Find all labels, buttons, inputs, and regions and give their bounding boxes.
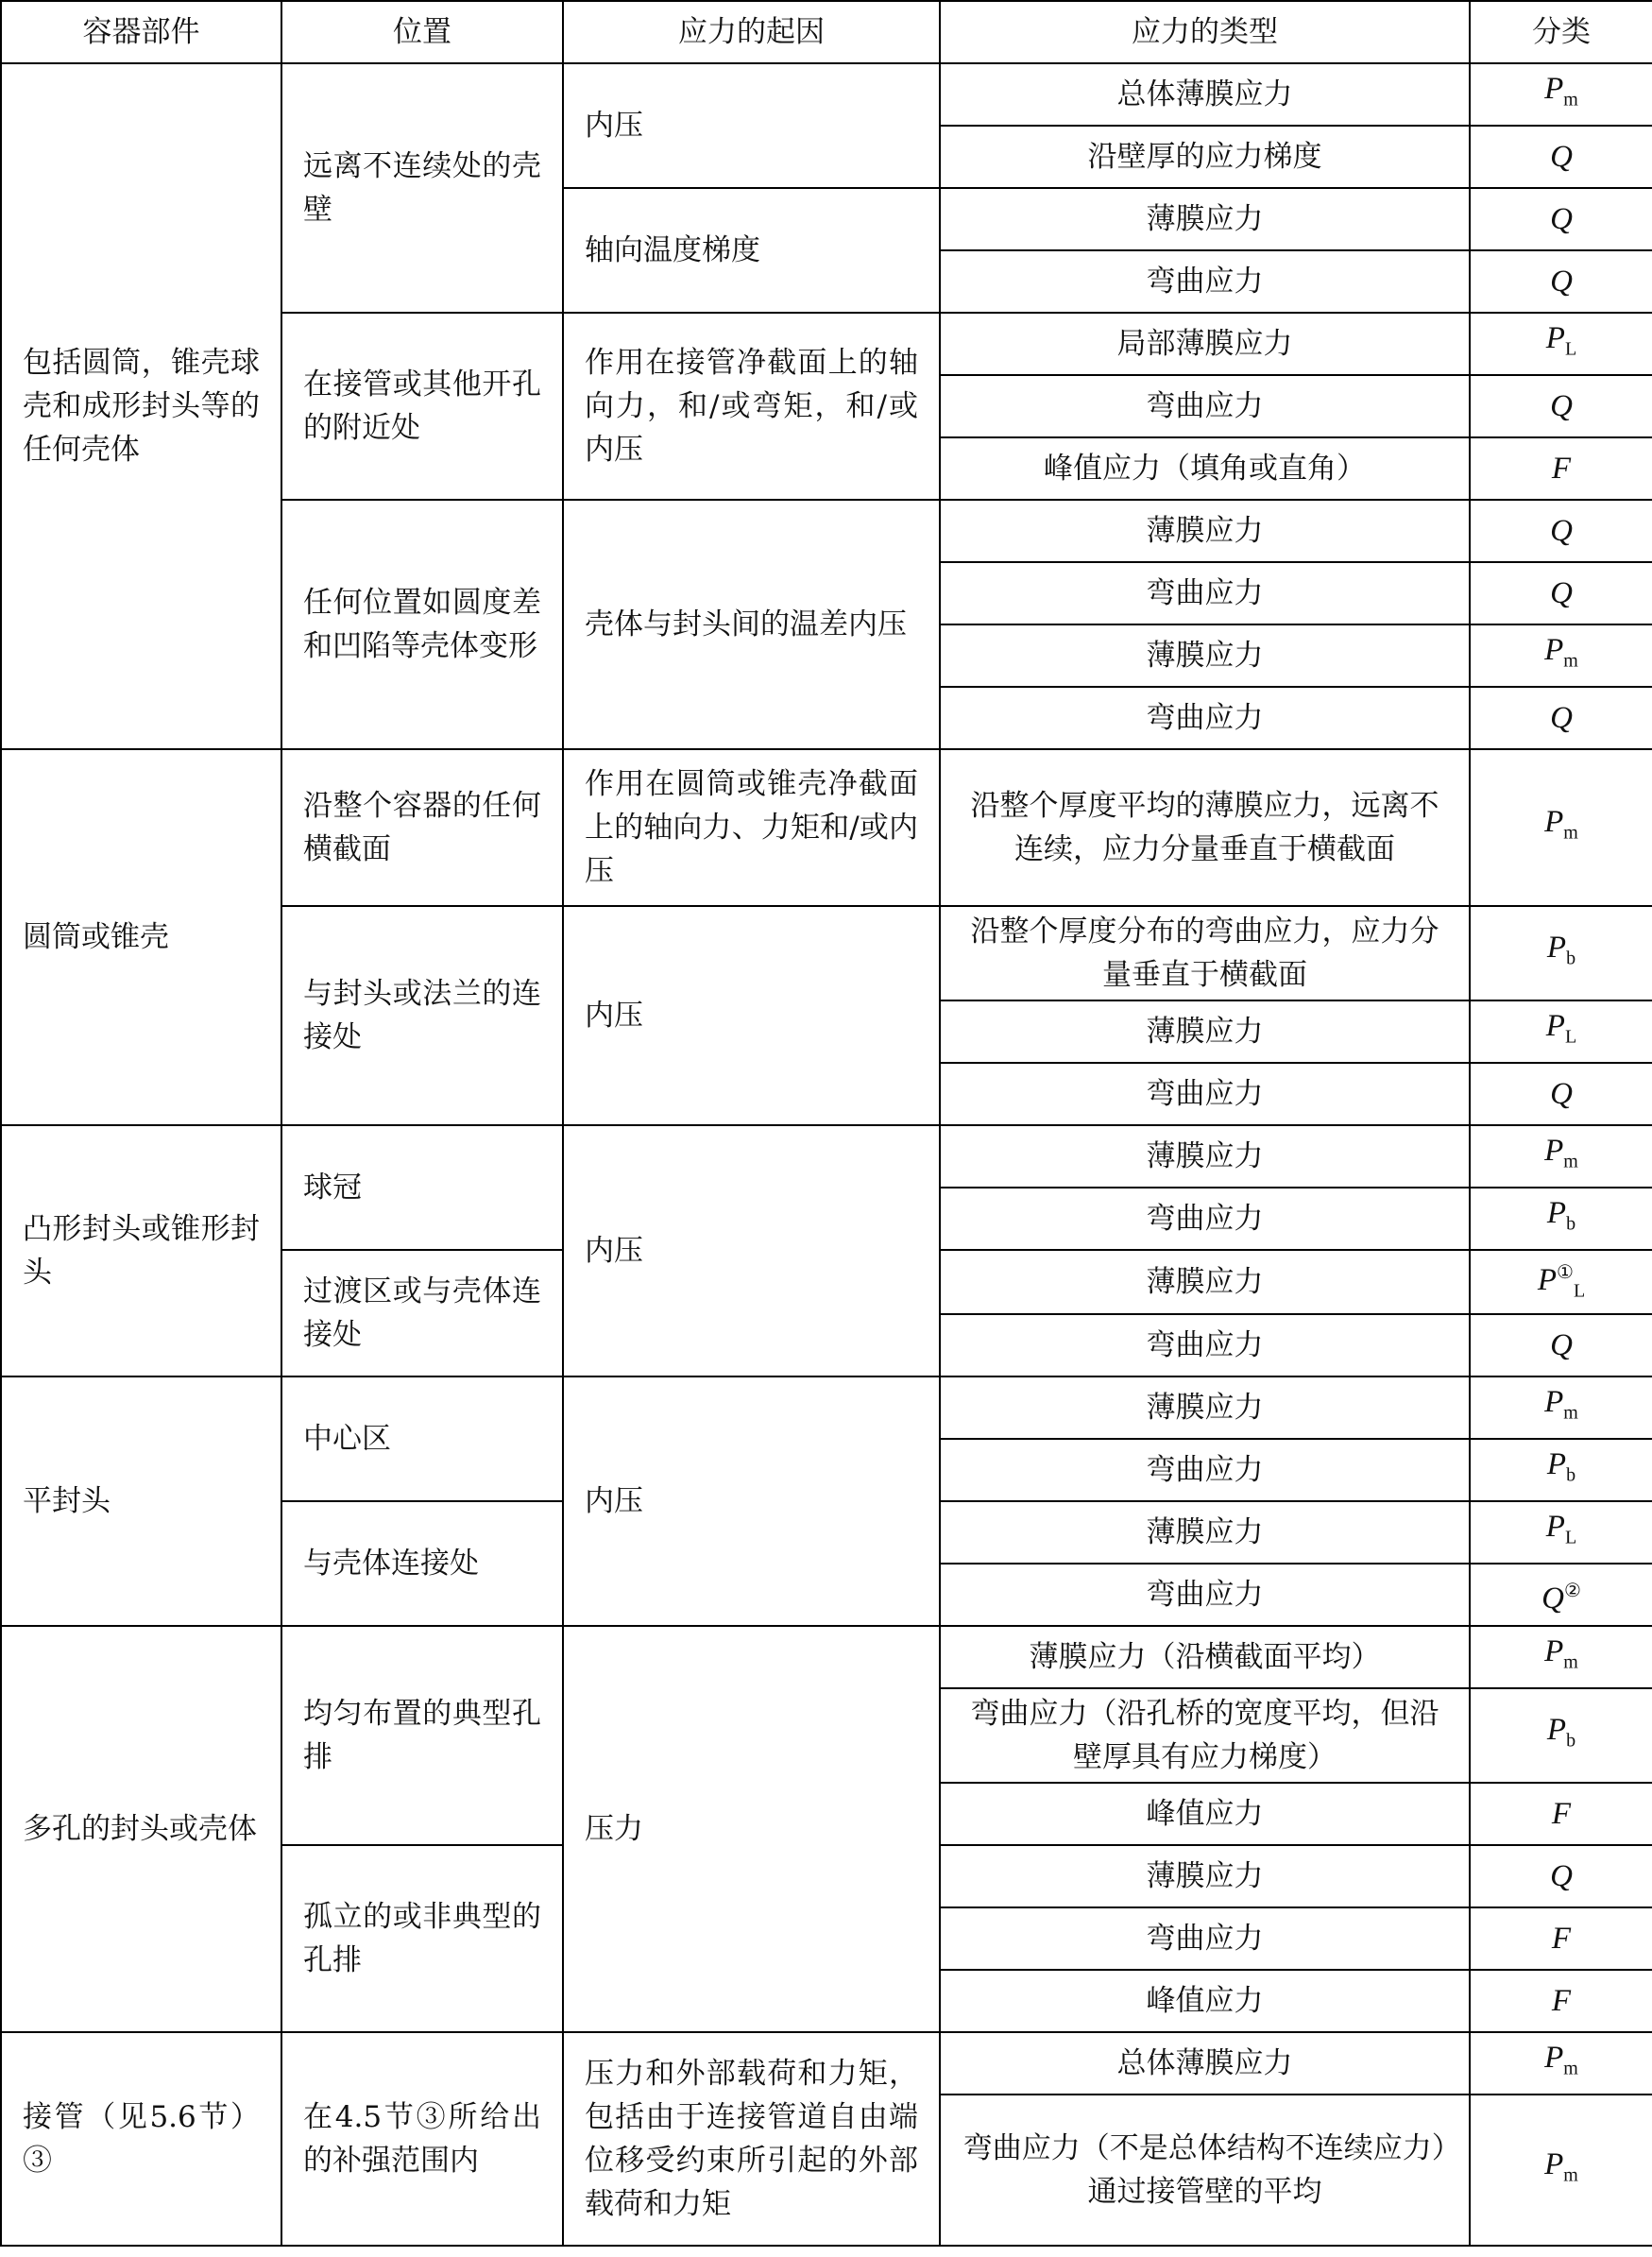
location-cell: 在4.5节③所给出的补强范围内	[281, 2032, 563, 2246]
classification	[1470, 1688, 1652, 1783]
location-cell: 远离不连续处的壳壁	[281, 63, 563, 313]
classification: Q	[1470, 375, 1652, 437]
class-letter: P	[1544, 1384, 1564, 1419]
class-subscript: L	[1564, 338, 1577, 360]
class-letter: P	[1545, 1009, 1565, 1044]
location-cell: 任何位置如圆度差和凹陷等壳体变形	[281, 500, 563, 749]
class-letter: P	[1544, 805, 1564, 840]
class-letter: P	[1544, 1134, 1564, 1169]
class-subscript: m	[1563, 1402, 1578, 1424]
cause-cell: 压力	[563, 1626, 940, 2032]
stress-type: 弯曲应力	[940, 375, 1470, 437]
stress-type: 薄膜应力	[940, 1250, 1470, 1314]
cause-cell: 轴向温度梯度	[563, 188, 940, 313]
stress-type: 薄膜应力	[940, 1000, 1470, 1063]
classification: Q	[1470, 188, 1652, 250]
class-letter: P	[1545, 321, 1565, 356]
class-subscript: m	[1563, 1651, 1578, 1673]
stress-type: 薄膜应力	[940, 500, 1470, 562]
classification	[1470, 749, 1652, 906]
part-cell: 接管（见5.6节）③	[1, 2032, 281, 2246]
stress-type: 弯曲应力	[940, 687, 1470, 749]
header-cell: 位置	[281, 1, 563, 63]
class-letter: P	[1546, 1196, 1567, 1231]
class-subscript: b	[1566, 1730, 1576, 1752]
stress-type: 弯曲应力（沿孔桥的宽度平均，但沿壁厚具有应力梯度）	[940, 1688, 1470, 1783]
classification: Q	[1470, 126, 1652, 188]
header-row	[1, 1, 1652, 63]
classification	[1470, 1626, 1652, 1688]
class-letter: P	[1546, 931, 1567, 966]
part-cell: 多孔的封头或壳体	[1, 1626, 281, 2032]
class-footnote: ②	[1563, 1580, 1581, 1601]
class-subscript: m	[1563, 822, 1578, 844]
cause-cell: 内压	[563, 906, 940, 1125]
class-subscript: m	[1563, 2058, 1578, 2079]
part-cell: 圆筒或锥壳	[1, 749, 281, 1125]
class-letter: P	[1544, 1633, 1564, 1668]
classification: Q	[1470, 1063, 1652, 1125]
class-footnote: ①	[1557, 1262, 1574, 1283]
stress-type: 峰值应力	[940, 1970, 1470, 2032]
location-cell: 过渡区或与壳体连接处	[281, 1250, 563, 1376]
classification: Q	[1470, 500, 1652, 562]
stress-type: 弯曲应力	[940, 1063, 1470, 1125]
location-cell: 与壳体连接处	[281, 1501, 563, 1626]
classification	[1470, 1501, 1652, 1564]
class-subscript: L	[1573, 1280, 1586, 1302]
cause-cell: 压力和外部载荷和力矩，包括由于连接管道自由端位移受约束所引起的外部载荷和力矩	[563, 2032, 940, 2246]
stress-type: 总体薄膜应力	[940, 2032, 1470, 2095]
stress-type: 弯曲应力	[940, 1564, 1470, 1626]
class-subscript: m	[1563, 650, 1578, 672]
stress-type: 总体薄膜应力	[940, 63, 1470, 126]
class-subscript: L	[1564, 1527, 1577, 1548]
location-cell: 均匀布置的典型孔排	[281, 1626, 563, 1845]
class-letter: P	[1546, 1712, 1567, 1747]
stress-type: 薄膜应力	[940, 188, 1470, 250]
classification: Q	[1470, 562, 1652, 624]
class-letter: P	[1545, 1509, 1565, 1544]
class-subscript: b	[1566, 948, 1576, 969]
cause-cell: 作用在圆筒或锥壳净截面上的轴向力、力矩和/或内压	[563, 749, 940, 906]
classification	[1470, 906, 1652, 1000]
stress-type: 弯曲应力	[940, 1907, 1470, 1970]
classification: Q	[1470, 687, 1652, 749]
stress-type: 薄膜应力	[940, 1845, 1470, 1907]
class-letter: P	[1544, 72, 1564, 107]
header-cell: 分类	[1470, 1, 1652, 63]
header-cell: 容器部件	[1, 1, 281, 63]
classification	[1470, 63, 1652, 126]
stress-type: 弯曲应力（不是总体结构不连续应力）通过接管壁的平均	[940, 2095, 1470, 2246]
class-letter: P	[1546, 1446, 1567, 1481]
classification: F	[1470, 437, 1652, 500]
class-subscript: b	[1566, 1464, 1576, 1486]
classification: F	[1470, 1970, 1652, 2032]
class-letter: Q	[1541, 1581, 1564, 1616]
stress-type: 沿壁厚的应力梯度	[940, 126, 1470, 188]
class-subscript: m	[1563, 1151, 1578, 1172]
stress-type: 薄膜应力	[940, 1125, 1470, 1188]
classification: Q	[1470, 1314, 1652, 1376]
header-cell: 应力的类型	[940, 1, 1470, 63]
stress-type: 局部薄膜应力	[940, 313, 1470, 375]
stress-type: 弯曲应力	[940, 1314, 1470, 1376]
stress-type: 弯曲应力	[940, 250, 1470, 313]
stress-type: 薄膜应力	[940, 1376, 1470, 1439]
classification	[1470, 1564, 1652, 1626]
classification	[1470, 1188, 1652, 1250]
classification: F	[1470, 1783, 1652, 1845]
header-cell: 应力的起因	[563, 1, 940, 63]
classification: F	[1470, 1907, 1652, 1970]
stress-type: 沿整个厚度平均的薄膜应力，远离不连续，应力分量垂直于横截面	[940, 749, 1470, 906]
stress-type: 沿整个厚度分布的弯曲应力，应力分量垂直于横截面	[940, 906, 1470, 1000]
class-subscript: m	[1563, 2164, 1578, 2186]
classification	[1470, 313, 1652, 375]
stress-type: 薄膜应力	[940, 624, 1470, 687]
cause-cell: 壳体与封头间的温差内压	[563, 500, 940, 749]
stress-type: 峰值应力	[940, 1783, 1470, 1845]
stress-type: 薄膜应力（沿横截面平均）	[940, 1626, 1470, 1688]
part-cell: 平封头	[1, 1376, 281, 1626]
classification	[1470, 2032, 1652, 2095]
class-subscript: b	[1566, 1213, 1576, 1235]
classification	[1470, 1250, 1652, 1314]
class-subscript: L	[1564, 1026, 1577, 1048]
part-cell: 凸形封头或锥形封头	[1, 1125, 281, 1376]
cause-cell: 内压	[563, 1376, 940, 1626]
class-letter: P	[1544, 633, 1564, 668]
location-cell: 孤立的或非典型的孔排	[281, 1845, 563, 2032]
classification	[1470, 1125, 1652, 1188]
class-subscript: m	[1563, 89, 1578, 111]
location-cell: 球冠	[281, 1125, 563, 1250]
location-cell: 沿整个容器的任何横截面	[281, 749, 563, 906]
class-letter: P	[1544, 2040, 1564, 2075]
stress-type: 薄膜应力	[940, 1501, 1470, 1564]
cause-cell: 内压	[563, 1125, 940, 1376]
classification: Q	[1470, 1845, 1652, 1907]
classification	[1470, 624, 1652, 687]
stress-type: 弯曲应力	[940, 1439, 1470, 1501]
location-cell: 与封头或法兰的连接处	[281, 906, 563, 1125]
class-letter: P	[1537, 1263, 1557, 1297]
stress-type: 峰值应力（填角或直角）	[940, 437, 1470, 500]
location-cell: 中心区	[281, 1376, 563, 1501]
class-letter: P	[1544, 2146, 1564, 2181]
classification	[1470, 2095, 1652, 2246]
cause-cell: 作用在接管净截面上的轴向力，和/或弯矩，和/或内压	[563, 313, 940, 500]
classification	[1470, 1376, 1652, 1439]
part-cell: 包括圆筒，锥壳球壳和成形封头等的任何壳体	[1, 63, 281, 749]
classification: Q	[1470, 250, 1652, 313]
stress-type: 弯曲应力	[940, 562, 1470, 624]
classification	[1470, 1439, 1652, 1501]
location-cell: 在接管或其他开孔的附近处	[281, 313, 563, 500]
stress-type: 弯曲应力	[940, 1188, 1470, 1250]
classification	[1470, 1000, 1652, 1063]
cause-cell: 内压	[563, 63, 940, 188]
